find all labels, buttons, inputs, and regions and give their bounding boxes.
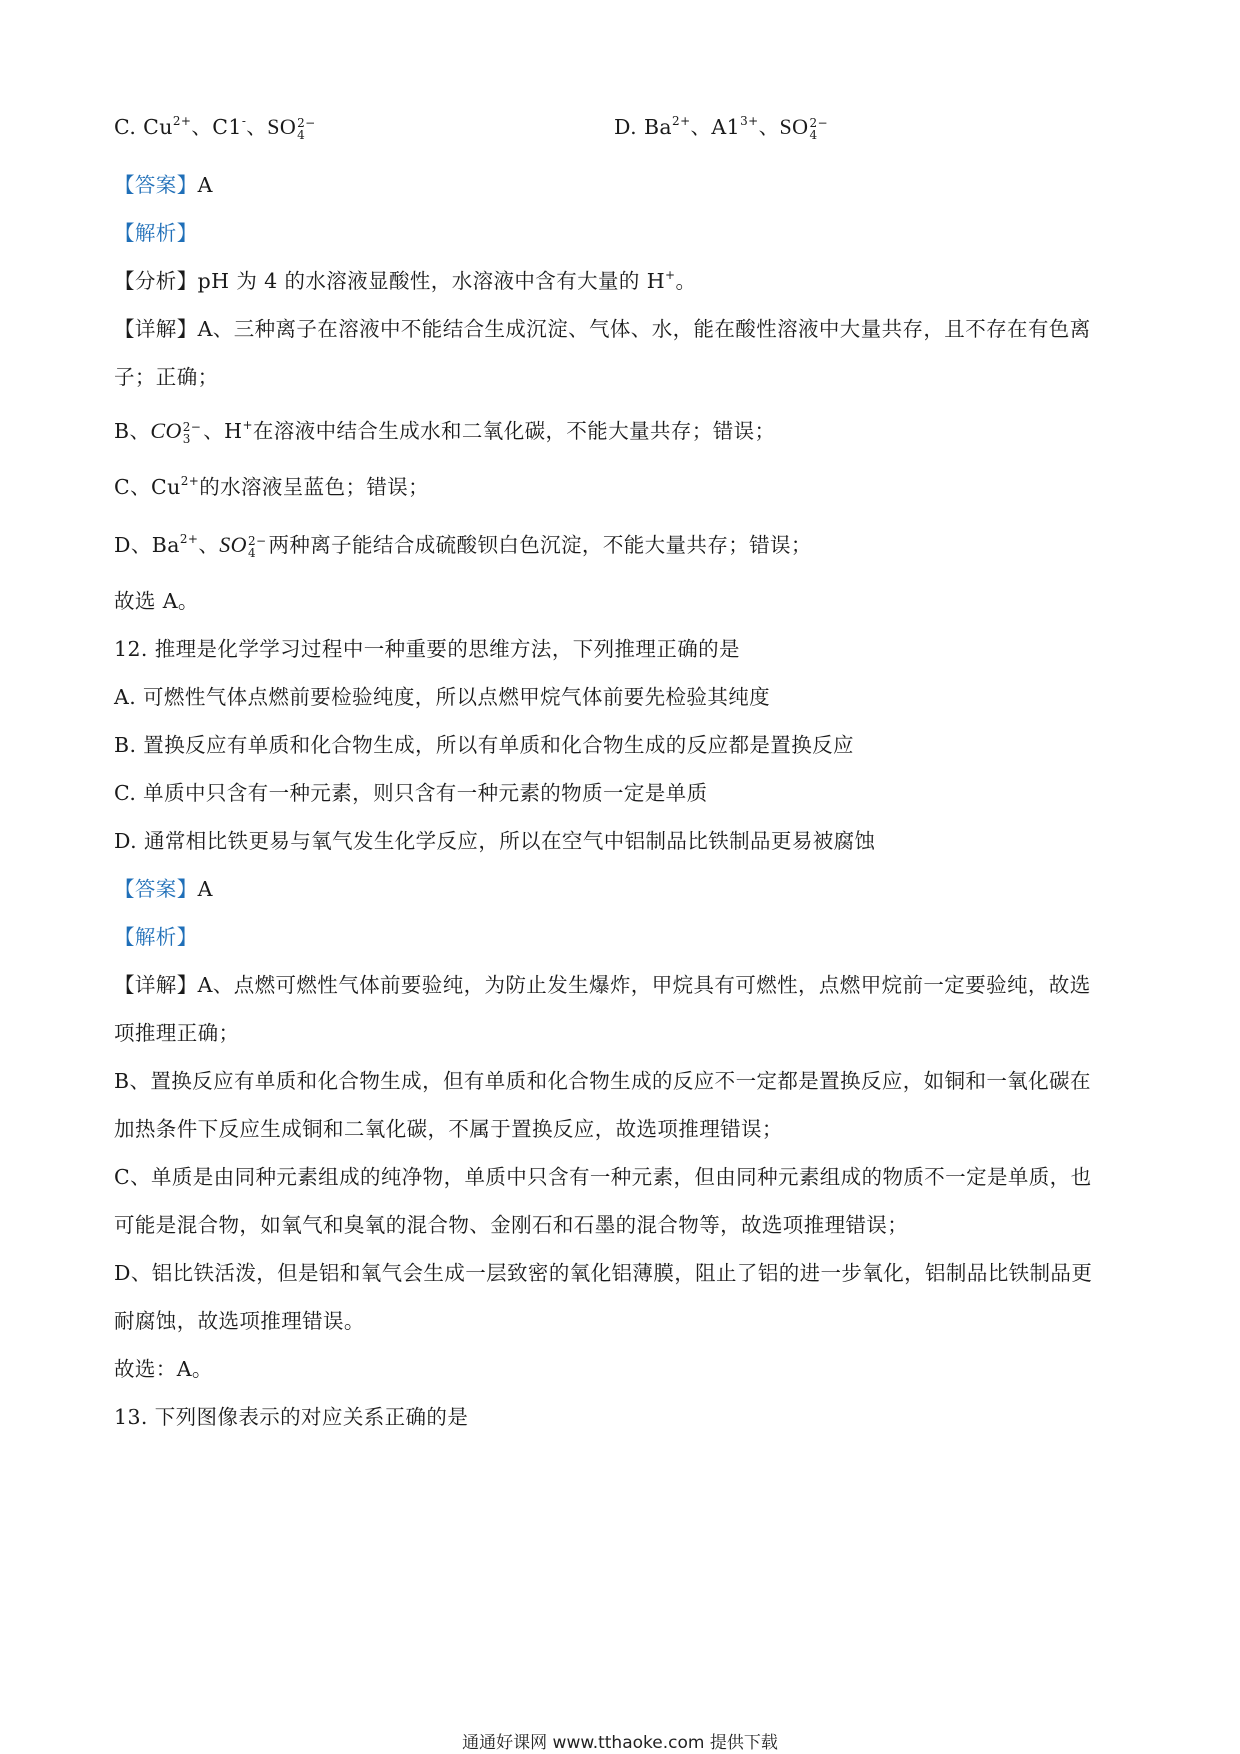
detail-text: C、$Cu^{2+}$的水溶液呈蓝色；错误； — [114, 474, 430, 499]
detail-text: 可能是混合物，如氧气和臭氧的混合物、金刚石和石墨的混合物等，故选项推理错误； — [114, 1213, 909, 1237]
detail-text: D、$Ba^{2+}$、SO 2− 4 两种离子能结合成硫酸钡白色沉淀，不能大量共存；错误； — [114, 532, 812, 560]
detail-text: B、CO 2− 3 、H+在溶液中结合生成水和二氧化碳，不能大量共存；错误； — [114, 418, 776, 446]
detail-text: 项推理正确； — [114, 1021, 240, 1045]
conclusion: 故选：A。 — [114, 1357, 213, 1381]
analysis-label-11: 【解析】 — [114, 221, 198, 245]
detail-text: 耐腐蚀，故选项推理错误。 — [114, 1309, 365, 1333]
option-c: C. 单质中只含有一种元素，则只含有一种元素的物质一定是单质 — [114, 781, 708, 805]
conclusion: 故选 A。 — [114, 589, 199, 613]
detail-text: 子；正确； — [114, 365, 219, 389]
detail-text: 【详解】A、三种离子在溶液中不能结合生成沉淀、气体、水，能在酸性溶液中大量共存，且不存在有色离 — [114, 317, 1091, 341]
option-b: B. 置换反应有单质和化合物生成，所以有单质和化合物生成的反应都是置换反应 — [114, 733, 854, 757]
question-13: 13. 下列图像表示的对应关系正确的是 — [114, 1405, 469, 1429]
detail-text: 【详解】A、点燃可燃性气体前要验纯，为防止发生爆炸，甲烷具有可燃性，点燃甲烷前一定要验纯，故选 — [114, 973, 1091, 997]
option-c: C. $Cu^{2+}$、C1-、SO 2− 4 — [114, 114, 316, 142]
question-12: 12. 推理是化学学习过程中一种重要的思维方法，下列推理正确的是 — [114, 637, 740, 661]
option-d: D. $Ba^{2+}$、$A1^{3+}$、SO 2− 4 — [614, 114, 828, 142]
answer-label-11: 【答案】A — [114, 173, 213, 197]
option-d: D. 通常相比铁更易与氧气发生化学反应，所以在空气中铝制品比铁制品更易被腐蚀 — [114, 829, 876, 853]
detail-text: D、铝比铁活泼，但是铝和氧气会生成一层致密的氧化铝薄膜，阻止了铝的进一步氧化，铝制品比铁制品更 — [114, 1261, 1093, 1285]
analysis-label-12: 【解析】 — [114, 925, 198, 949]
detail-text: C、单质是由同种元素组成的纯净物，单质中只含有一种元素，但由同种元素组成的物质不一定是单质，也 — [114, 1165, 1092, 1189]
analysis-text: 【分析】pH 为 4 的水溶液显酸性，水溶液中含有大量的 H+。 — [114, 268, 697, 293]
answer-label-12: 【答案】A — [114, 877, 213, 901]
detail-text: 加热条件下反应生成铜和二氧化碳，不属于置换反应，故选项推理错误； — [114, 1117, 783, 1141]
option-a: A. 可燃性气体点燃前要检验纯度，所以点燃甲烷气体前要先检验其纯度 — [114, 685, 771, 709]
detail-text: B、置换反应有单质和化合物生成，但有单质和化合物生成的反应不一定都是置换反应，如铜和一氧化碳在 — [114, 1069, 1091, 1093]
footer-watermark: 通通好课网 www.tthaoke.com 提供下载 — [462, 1733, 778, 1753]
